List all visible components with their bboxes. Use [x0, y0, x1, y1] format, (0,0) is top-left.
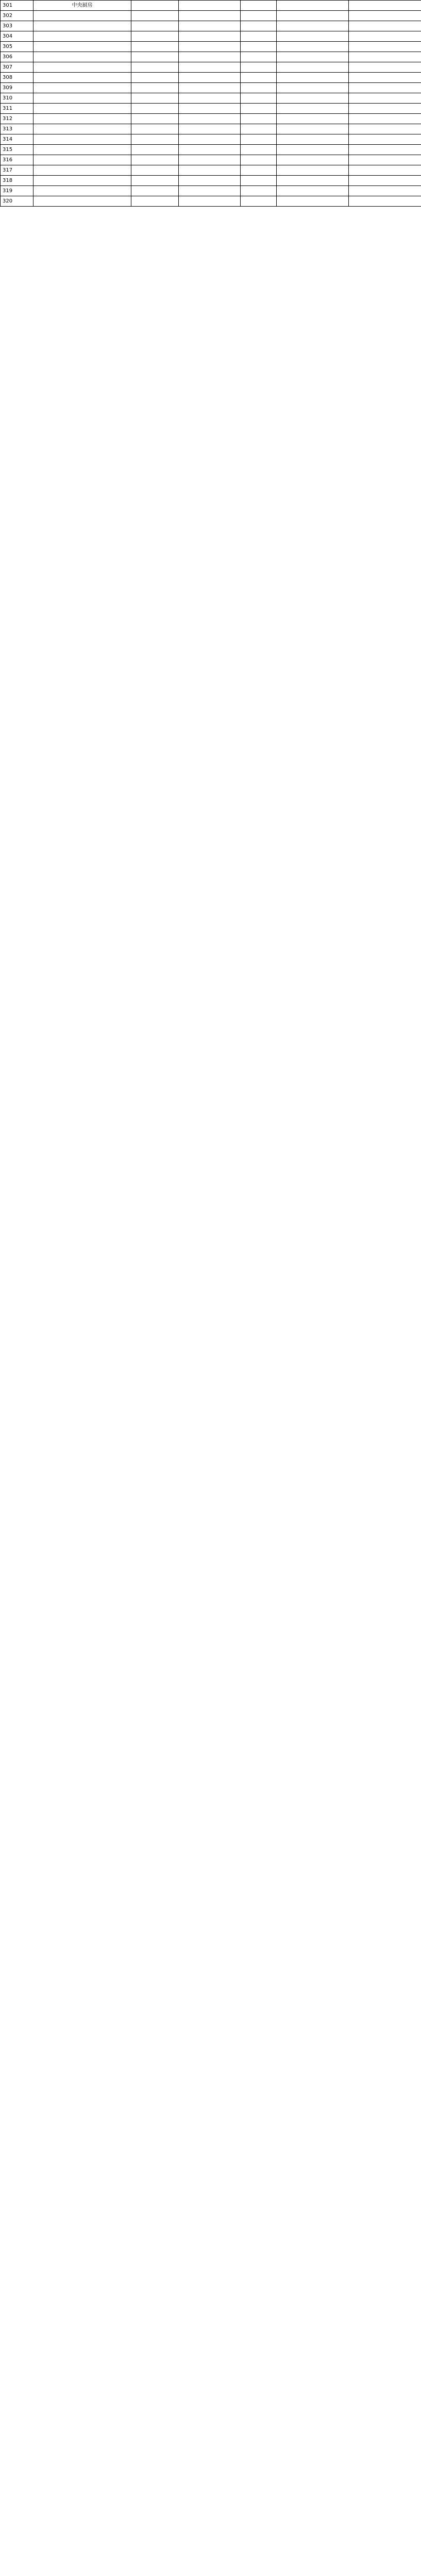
item-name-cell	[33, 165, 131, 176]
row-number-cell: 311	[1, 104, 33, 114]
row-number-cell: 316	[1, 155, 33, 165]
brand-cell	[131, 21, 179, 31]
unit-cell	[241, 42, 277, 52]
spec-cell	[179, 83, 241, 93]
price-cell	[349, 134, 421, 145]
price-cell	[349, 73, 421, 83]
brand-cell	[131, 145, 179, 155]
row-number-cell: 302	[1, 11, 33, 21]
item-name-cell	[33, 31, 131, 42]
row-number-cell: 310	[1, 93, 33, 104]
spec-cell	[179, 21, 241, 31]
price-cell	[349, 21, 421, 31]
price-cell	[349, 155, 421, 165]
brand-cell	[131, 165, 179, 176]
unit-cell	[241, 104, 277, 114]
brand-cell	[131, 42, 179, 52]
brand-cell	[131, 93, 179, 104]
table-row	[1, 11, 421, 21]
spec-cell	[179, 176, 241, 186]
brand-cell	[131, 73, 179, 83]
table-row	[1, 114, 421, 124]
row-number-cell: 306	[1, 52, 33, 62]
table-row	[1, 31, 421, 42]
price-cell	[349, 42, 421, 52]
spec-cell	[179, 52, 241, 62]
row-number-cell: 303	[1, 21, 33, 31]
item-name-cell	[33, 52, 131, 62]
item-name-cell	[33, 134, 131, 145]
brand-cell	[131, 186, 179, 196]
row-number-cell: 318	[1, 176, 33, 186]
table-row	[1, 124, 421, 134]
item-name-cell	[33, 21, 131, 31]
brand-cell	[131, 52, 179, 62]
table-row	[1, 52, 421, 62]
spec-cell	[179, 1, 241, 11]
unit-cell	[241, 114, 277, 124]
row-number-cell: 314	[1, 134, 33, 145]
unit-cell	[241, 134, 277, 145]
price-cell	[349, 62, 421, 73]
price-cell	[349, 196, 421, 207]
spec-cell	[179, 134, 241, 145]
spec-cell	[179, 165, 241, 176]
category-cell	[277, 155, 349, 165]
table-row	[1, 62, 421, 73]
unit-cell	[241, 83, 277, 93]
table-row	[1, 21, 421, 31]
price-cell	[349, 1, 421, 11]
unit-cell	[241, 31, 277, 42]
brand-cell	[131, 114, 179, 124]
row-number-cell: 305	[1, 42, 33, 52]
table-row	[1, 42, 421, 52]
row-number-cell: 317	[1, 165, 33, 176]
price-cell	[349, 176, 421, 186]
category-cell	[277, 165, 349, 176]
item-name-cell	[33, 145, 131, 155]
brand-cell	[131, 1, 179, 11]
table-row	[1, 73, 421, 83]
category-cell	[277, 83, 349, 93]
unit-cell	[241, 196, 277, 207]
price-table	[0, 0, 421, 207]
row-number-cell: 309	[1, 83, 33, 93]
price-cell	[349, 11, 421, 21]
table-row	[1, 196, 421, 207]
table-row	[1, 83, 421, 93]
category-cell	[277, 124, 349, 134]
price-cell	[349, 186, 421, 196]
price-cell	[349, 93, 421, 104]
row-number-cell: 312	[1, 114, 33, 124]
row-number-cell: 307	[1, 62, 33, 73]
item-name-cell	[33, 186, 131, 196]
spec-cell	[179, 155, 241, 165]
row-number-cell: 304	[1, 31, 33, 42]
row-number-cell: 319	[1, 186, 33, 196]
table-row	[1, 104, 421, 114]
brand-cell	[131, 124, 179, 134]
item-name-cell	[33, 11, 131, 21]
row-number-cell: 301	[1, 1, 33, 11]
brand-cell	[131, 83, 179, 93]
item-name-cell	[33, 93, 131, 104]
brand-cell	[131, 62, 179, 73]
category-cell	[277, 134, 349, 145]
category-cell	[277, 114, 349, 124]
row-number-cell: 320	[1, 196, 33, 207]
spec-cell	[179, 62, 241, 73]
brand-cell	[131, 134, 179, 145]
table-row	[1, 1, 421, 11]
spec-cell	[179, 31, 241, 42]
spec-cell	[179, 11, 241, 21]
table-row	[1, 134, 421, 145]
unit-cell	[241, 93, 277, 104]
item-name-cell	[33, 73, 131, 83]
price-cell	[349, 52, 421, 62]
table-row	[1, 145, 421, 155]
unit-cell	[241, 145, 277, 155]
row-number-cell: 315	[1, 145, 33, 155]
category-cell	[277, 42, 349, 52]
category-cell	[277, 73, 349, 83]
item-name-cell	[33, 176, 131, 186]
price-cell	[349, 83, 421, 93]
unit-cell	[241, 186, 277, 196]
price-cell	[349, 124, 421, 134]
unit-cell	[241, 165, 277, 176]
item-name-cell	[33, 114, 131, 124]
unit-cell	[241, 73, 277, 83]
unit-cell	[241, 176, 277, 186]
category-cell	[277, 186, 349, 196]
table-row	[1, 176, 421, 186]
unit-cell	[241, 11, 277, 21]
item-name-cell	[33, 42, 131, 52]
spec-cell	[179, 42, 241, 52]
spec-cell	[179, 93, 241, 104]
unit-cell	[241, 52, 277, 62]
table-row	[1, 93, 421, 104]
spec-cell	[179, 145, 241, 155]
item-name-cell	[33, 83, 131, 93]
item-name-cell	[33, 104, 131, 114]
item-name-cell	[33, 124, 131, 134]
spec-cell	[179, 186, 241, 196]
category-cell	[277, 1, 349, 11]
table-body	[1, 1, 421, 207]
brand-cell	[131, 155, 179, 165]
table-row	[1, 165, 421, 176]
category-cell	[277, 62, 349, 73]
item-name-cell	[33, 62, 131, 73]
price-cell	[349, 165, 421, 176]
item-name-cell	[33, 155, 131, 165]
category-cell	[277, 52, 349, 62]
price-cell	[349, 114, 421, 124]
brand-cell	[131, 11, 179, 21]
price-cell	[349, 104, 421, 114]
spec-cell	[179, 114, 241, 124]
category-cell	[277, 21, 349, 31]
unit-cell	[241, 124, 277, 134]
category-cell	[277, 145, 349, 155]
table-row	[1, 186, 421, 196]
table-row	[1, 155, 421, 165]
category-cell	[277, 93, 349, 104]
price-cell	[349, 145, 421, 155]
unit-cell	[241, 21, 277, 31]
category-cell	[277, 104, 349, 114]
brand-cell	[131, 31, 179, 42]
category-cell	[277, 196, 349, 207]
spec-cell	[179, 104, 241, 114]
category-cell	[277, 176, 349, 186]
brand-cell	[131, 176, 179, 186]
price-cell	[349, 31, 421, 42]
spec-cell	[179, 196, 241, 207]
category-cell	[277, 31, 349, 42]
item-name-cell	[33, 196, 131, 207]
category-cell	[277, 11, 349, 21]
item-name-cell: 中央厨房	[33, 1, 131, 11]
spec-cell	[179, 124, 241, 134]
unit-cell	[241, 155, 277, 165]
unit-cell	[241, 62, 277, 73]
row-number-cell: 308	[1, 73, 33, 83]
spec-cell	[179, 73, 241, 83]
unit-cell	[241, 1, 277, 11]
brand-cell	[131, 104, 179, 114]
row-number-cell: 313	[1, 124, 33, 134]
brand-cell	[131, 196, 179, 207]
